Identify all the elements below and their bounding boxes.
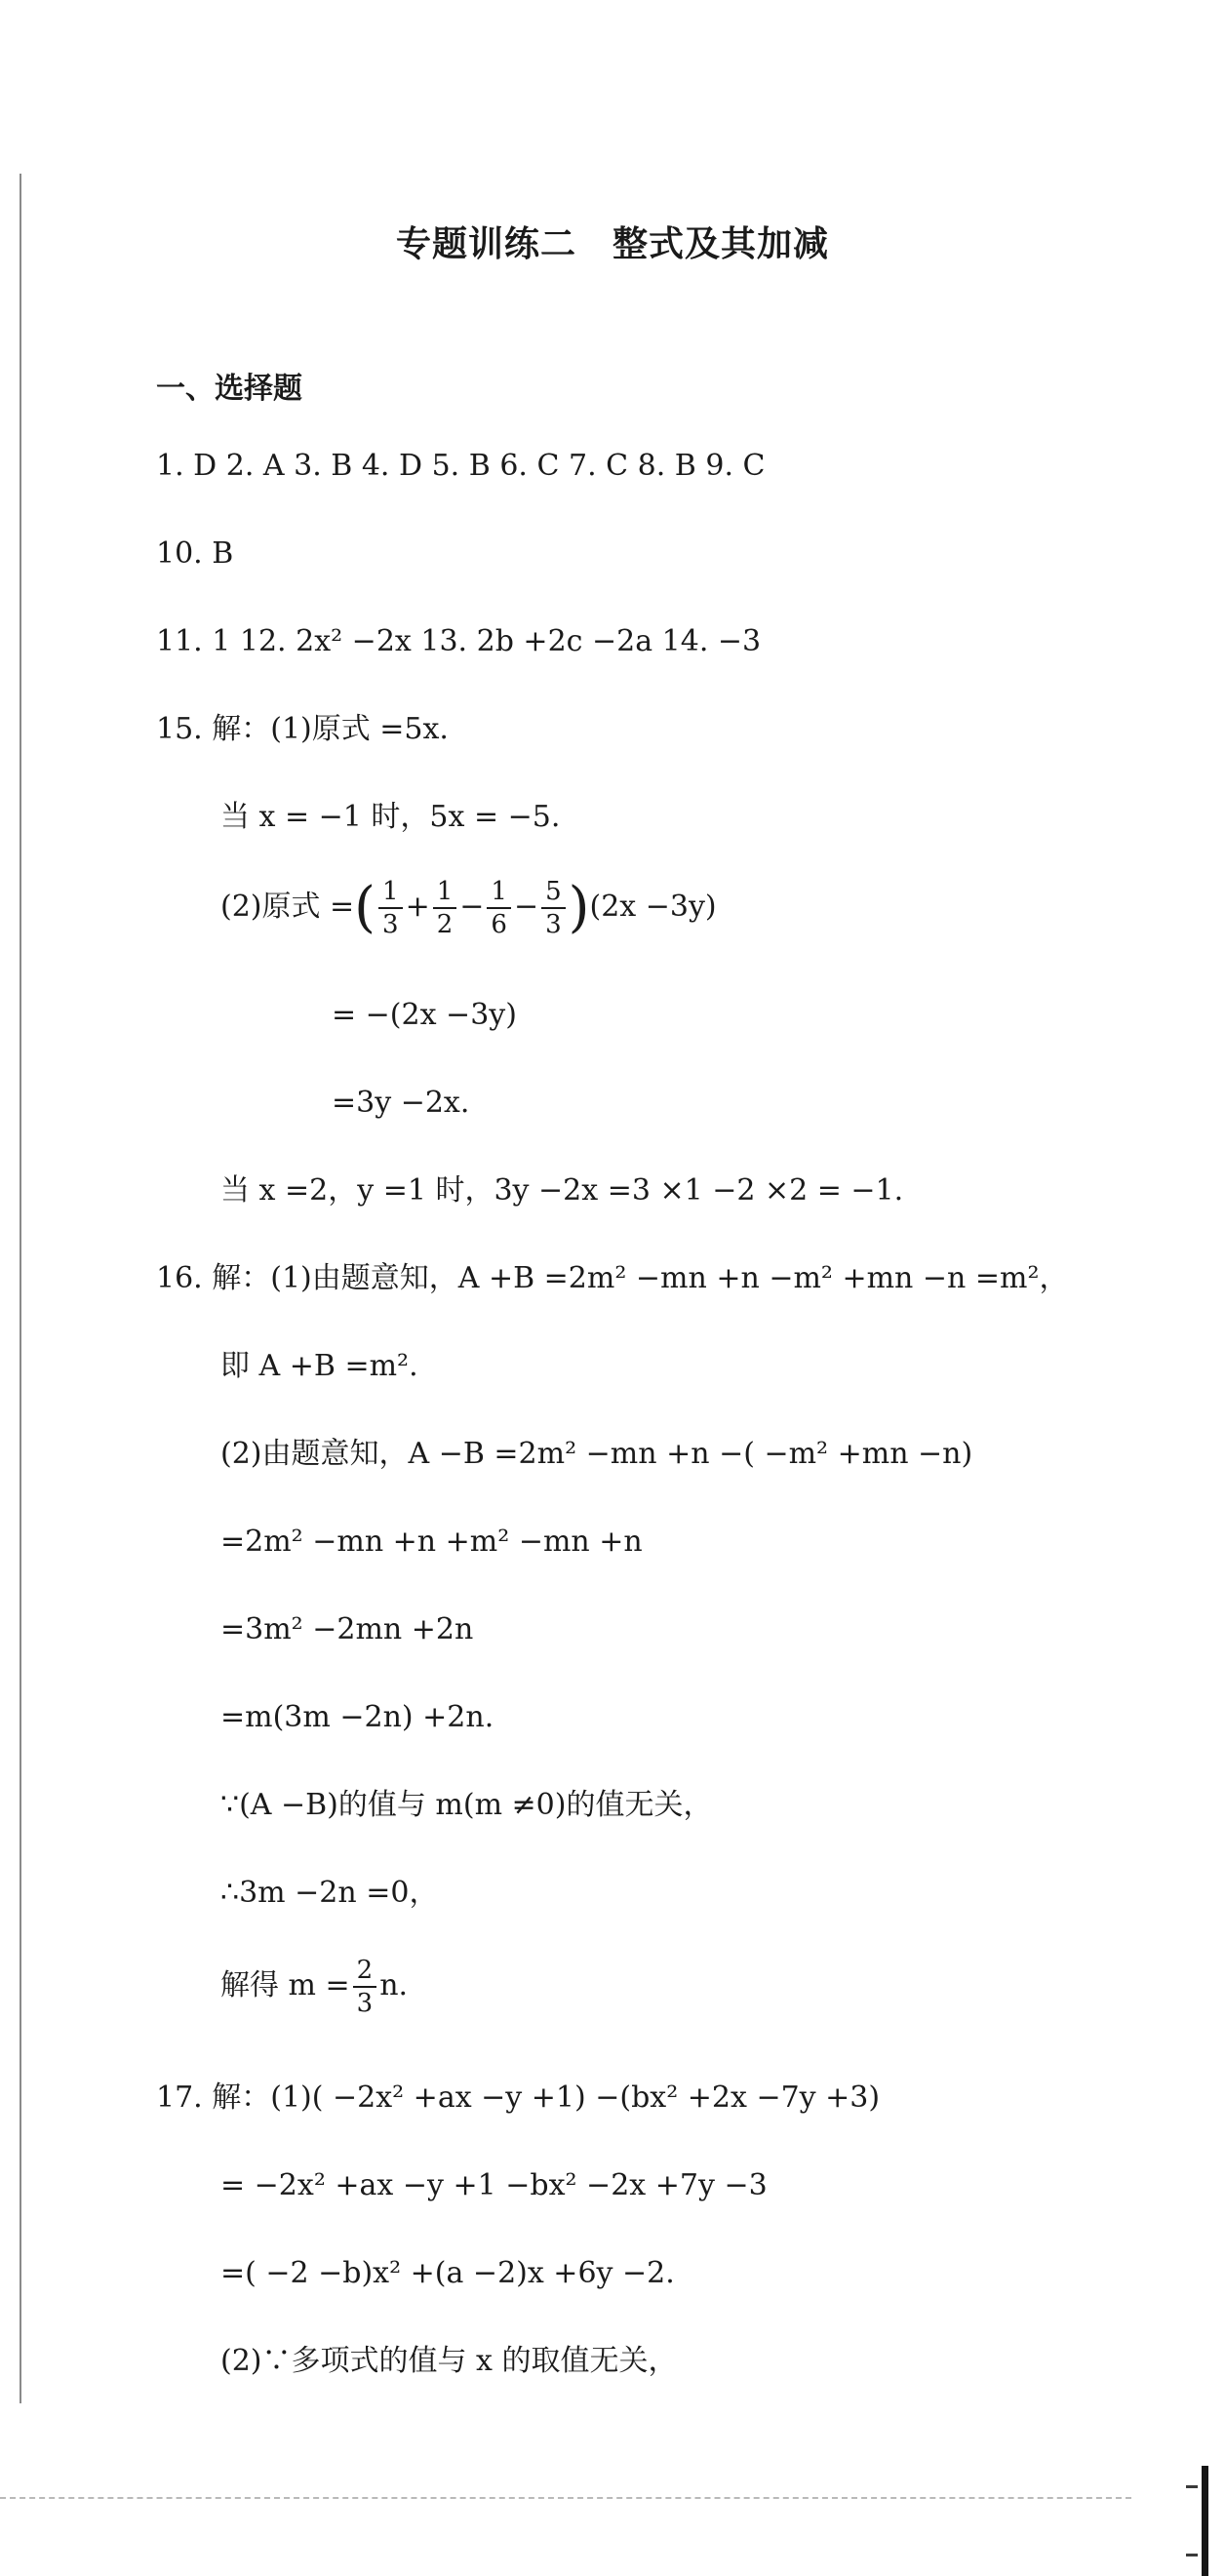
answer-line-1-9: 1. D 2. A 3. B 4. D 5. B 6. C 7. C 8. B 9. C xyxy=(156,449,766,483)
eq-tail: (2x −3y) xyxy=(589,890,717,924)
q15-line: 当 x =2，y =1 时，3y −2x =3 ×1 −2 ×2 = −1. xyxy=(220,1173,904,1208)
fraction: $\frac{2}{3}$ xyxy=(353,1955,377,2019)
q15-line: =3y −2x. xyxy=(332,1086,470,1120)
q17-line: 17. 解：(1)( −2x² +ax −y +1) −(bx² +2x −7y +3) xyxy=(156,2081,881,2115)
eq-lead: (2)原式 = xyxy=(220,890,355,924)
eq-lead: 解得 m = xyxy=(220,1968,350,2002)
q15-line: 15. 解：(1)原式 =5x. xyxy=(156,712,449,746)
q16-line: =3m² −2mn +2n xyxy=(220,1612,474,1646)
q16-line: =2m² −mn +n +m² −mn +n xyxy=(220,1525,643,1559)
q17-line: (2)∵多项式的值与 x 的取值无关， xyxy=(220,2344,678,2378)
q16-line: 即 A +B =m². xyxy=(220,1349,418,1383)
edge-tick xyxy=(1186,2554,1198,2556)
answer-line-10: 10. B xyxy=(156,536,234,571)
q16-line: ∴3m −2n =0， xyxy=(220,1876,439,1910)
q16-fraction-equation xyxy=(220,1955,408,2019)
left-margin-line xyxy=(20,174,21,2403)
fraction: $\frac{5}{3}$ xyxy=(541,876,566,940)
q16-line: 16. 解：(1)由题意知，A +B =2m² −mn +n −m² +mn −n =m²， xyxy=(156,1261,1069,1295)
close-paren: ) xyxy=(568,876,590,939)
page-cut-line xyxy=(0,2497,1131,2499)
q16-line: (2)由题意知，A −B =2m² −mn +n −( −m² +mn −n) xyxy=(220,1437,973,1471)
operator: − xyxy=(513,890,539,924)
section-heading: 一、选择题 xyxy=(156,372,302,406)
operator: − xyxy=(459,890,485,924)
fraction: $\frac{1}{6}$ xyxy=(487,876,511,940)
binding-edge-mark xyxy=(1202,2466,1208,2576)
q15-fraction-equation xyxy=(220,876,717,940)
edge-tick xyxy=(1186,2485,1198,2488)
open-paren: ( xyxy=(354,876,376,939)
q15-line: 当 x = −1 时，5x = −5. xyxy=(220,800,561,834)
q16-line: =m(3m −2n) +2n. xyxy=(220,1700,494,1734)
answer-line-11-14: 11. 1 12. 2x² −2x 13. 2b +2c −2a 14. −3 xyxy=(156,624,762,658)
eq-tail: n. xyxy=(379,1968,409,2002)
page-title: 专题训练二 整式及其加减 xyxy=(395,224,829,264)
fraction: $\frac{1}{3}$ xyxy=(378,876,403,940)
q17-line: =( −2 −b)x² +(a −2)x +6y −2. xyxy=(220,2256,675,2290)
operator: + xyxy=(405,890,430,924)
fraction: $\frac{1}{2}$ xyxy=(433,876,457,940)
q17-line: = −2x² +ax −y +1 −bx² −2x +7y −3 xyxy=(220,2168,768,2202)
q16-line: ∵(A −B)的值与 m(m ≠0)的值无关， xyxy=(220,1788,713,1822)
q15-line: = −(2x −3y) xyxy=(332,998,517,1032)
